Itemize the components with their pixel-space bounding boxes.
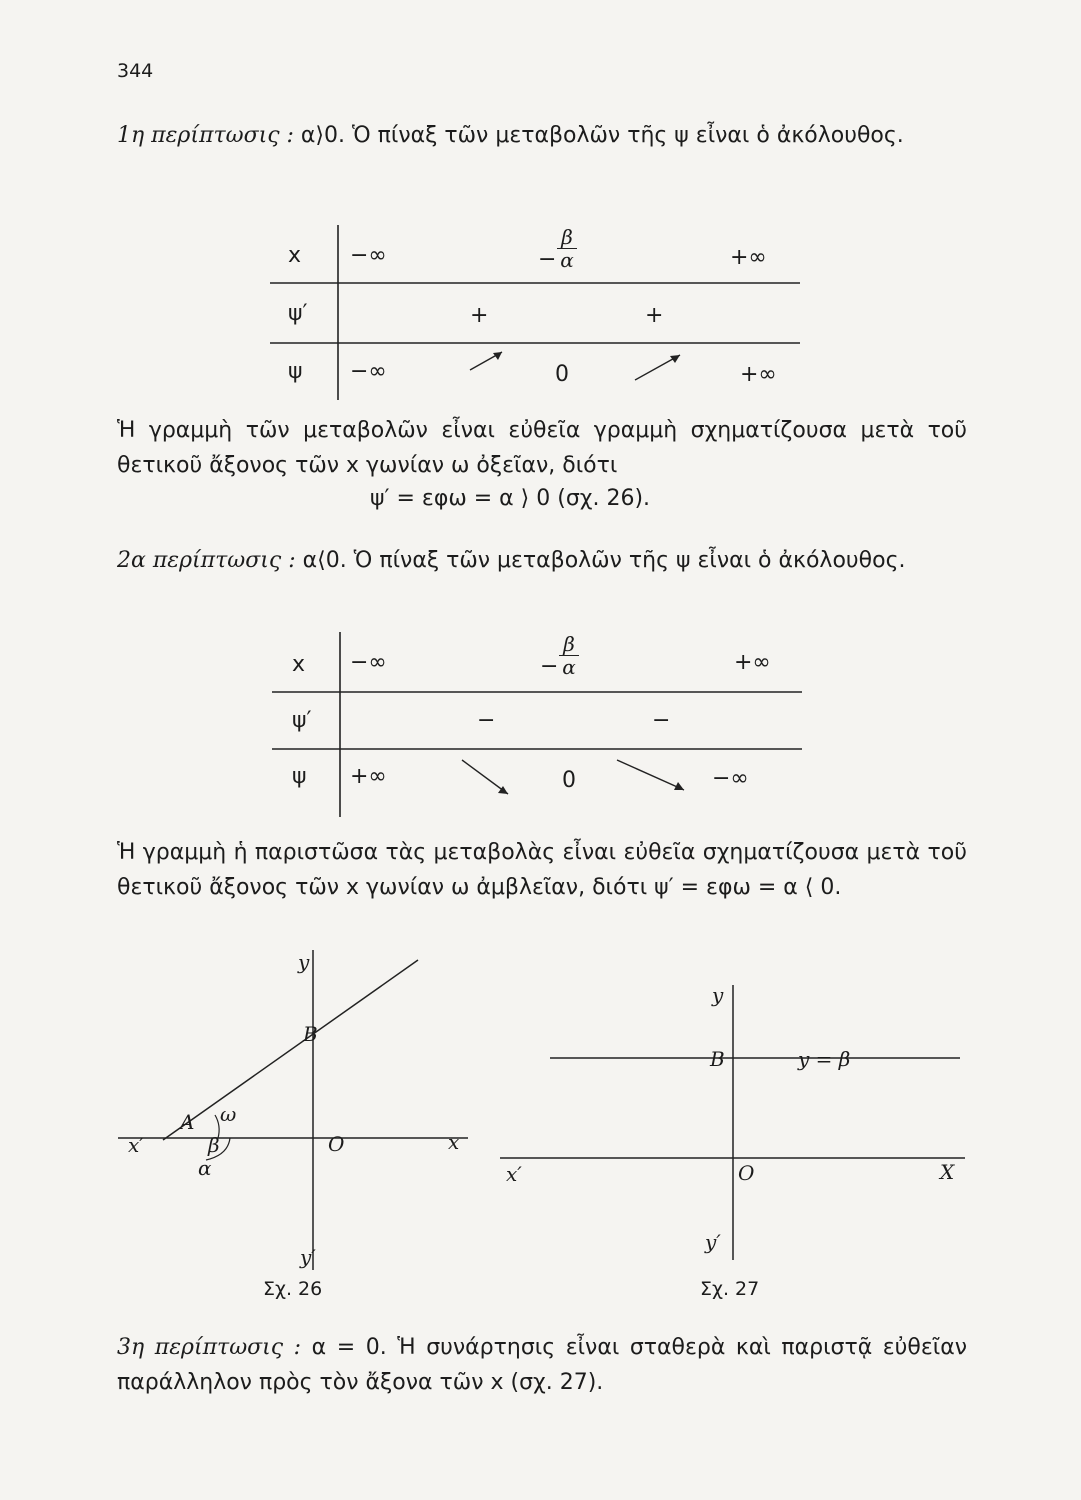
fig26-drawing: [118, 950, 488, 1280]
fig26-y-label: y: [298, 950, 310, 974]
fig26-caption: Σχ. 26: [263, 1278, 323, 1300]
case2-text: α⟨0. Ὁ πίναξ τῶν μεταβολῶν τῆς ψ εἶναι ὁ ἀκόλουθος.: [295, 548, 906, 573]
fig27-caption: Σχ. 27: [700, 1278, 760, 1300]
fig26-omega-label: ω: [220, 1102, 237, 1126]
fig26-alpha-label: α: [198, 1156, 212, 1180]
fig26-beta-label: β: [208, 1133, 220, 1157]
case2-paragraph: [117, 543, 967, 578]
case1-label: 1η περίπτωσις :: [117, 123, 294, 148]
table1-dpsi-right: +: [645, 303, 664, 328]
fig27-xprime-label: x′: [506, 1162, 522, 1186]
figure-26: [118, 950, 488, 1300]
fig26-line: [163, 960, 418, 1140]
table1-var-psi: ψ: [288, 359, 303, 384]
fig27-y-label: y: [712, 983, 724, 1007]
figure-27: [500, 975, 970, 1300]
table1-psi-mid: 0: [555, 362, 569, 387]
variation-table-1: [270, 225, 830, 400]
table2-psi-mid: 0: [562, 768, 576, 793]
table2-var-psi: ψ: [292, 764, 307, 789]
table2-var-dpsi: ψ′: [292, 708, 312, 733]
table1-x-right: +∞: [730, 245, 767, 270]
decreasing-arrow-2: [617, 760, 684, 790]
fig26-B-label: B: [303, 1022, 318, 1046]
table1-var-dpsi: ψ′: [288, 301, 308, 326]
para1: Ἡ γραμμὴ τῶν μεταβολῶν εἶναι εὐθεῖα γραμμὴ σχηματίζουσα μετὰ τοῦ θετικοῦ ἄξονος τῶν x γωνίαν ω ὀξεῖαν, διότι: [117, 418, 967, 478]
fig27-yprime-label: y′: [705, 1230, 721, 1254]
table2-dpsi-left: −: [477, 708, 496, 733]
table1-var-x: x: [288, 243, 302, 268]
case2-label: 2α περίπτωσις :: [117, 548, 296, 573]
case3-paragraph: [117, 1330, 967, 1400]
table2-var-x: x: [292, 652, 306, 677]
table1-psi-right: +∞: [740, 362, 777, 387]
fig27-B-label: B: [710, 1047, 725, 1071]
table1-frac: [557, 227, 577, 270]
table1-frac-den: α: [560, 248, 574, 272]
case1-paragraph: [117, 118, 967, 153]
case1-text: α⟩0. Ὁ πίναξ τῶν μεταβολῶν τῆς ψ εἶναι ὁ ἀκόλουθος.: [293, 123, 904, 148]
fig26-origin-label: O: [328, 1132, 345, 1156]
case3-label: 3η περίπτωσις :: [117, 1335, 302, 1360]
table1-x-left: −∞: [350, 243, 387, 268]
table2-frac: [559, 634, 579, 677]
variation-table-2: [272, 632, 832, 822]
fig27-drawing: [500, 975, 970, 1280]
table1-psi-left: −∞: [350, 359, 387, 384]
fig27-origin-label: O: [738, 1161, 755, 1185]
table2-frac-den: α: [562, 655, 576, 679]
fig27-line-label: y = β: [798, 1047, 851, 1071]
table1-frac-num: β: [561, 225, 573, 249]
table2-frac-sign: −: [540, 654, 559, 679]
table2-x-left: −∞: [350, 650, 387, 675]
table2-x-right: +∞: [734, 650, 771, 675]
table1-dpsi-left: +: [470, 303, 489, 328]
case3-text: α = 0. Ἡ συνάρτησις εἶναι σταθερὰ καὶ παριστᾷ εὐθεῖαν παράλληλον πρὸς τὸν ἄξονα τῶν x (σχ. 27).: [117, 1335, 967, 1395]
table2-psi-right: −∞: [712, 766, 749, 791]
formula1: ψ′ = εφω = α ⟩ 0 (σχ. 26).: [370, 486, 651, 511]
para2: Ἡ γραμμὴ ἡ παριστῶσα τὰς μεταβολὰς εἶναι εὐθεῖα σχηματίζουσα μετὰ τοῦ θετικοῦ ἄξονος τῶν x γωνίαν ω ἀμβλεῖαν, διότι ψ′ = εφω = α ⟨ 0.: [117, 840, 967, 900]
table2-psi-left: +∞: [350, 764, 387, 789]
page-number: 344: [117, 60, 154, 82]
fig26-A-label: A: [180, 1110, 195, 1134]
table2-dpsi-right: −: [652, 708, 671, 733]
fig26-xprime-label: x′: [128, 1133, 144, 1157]
fig26-x-label: x: [448, 1130, 460, 1154]
fig27-x-label: X: [940, 1160, 955, 1184]
table1-frac-sign: −: [538, 247, 557, 272]
table2-frac-num: β: [563, 632, 575, 656]
fig26-yprime-label: y′: [300, 1245, 316, 1269]
